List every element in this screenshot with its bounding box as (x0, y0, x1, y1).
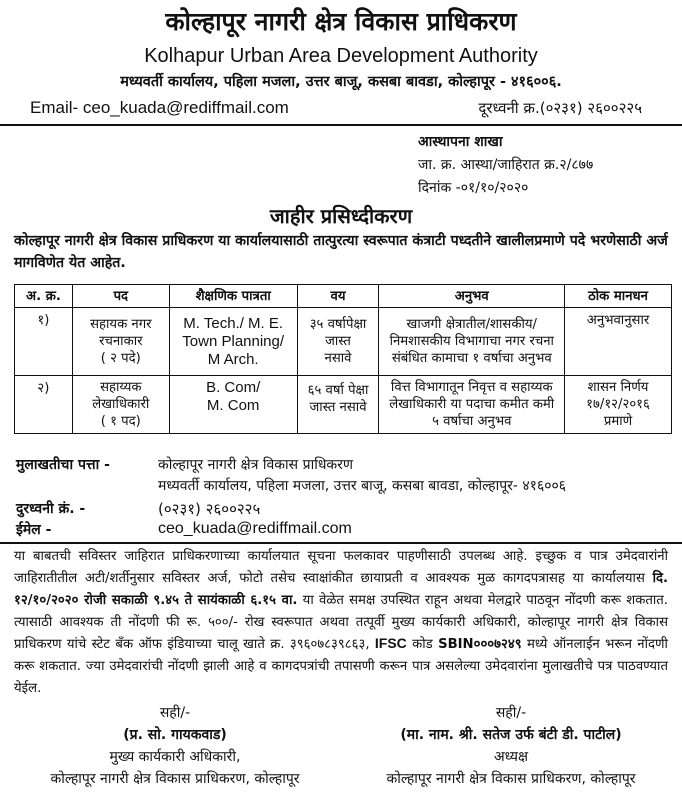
signatory-name: (प्र. सो. गायकवाड) (123, 727, 227, 743)
qualification-line: B. Com/ (206, 379, 261, 396)
reference-block (418, 131, 593, 200)
signatory-office: कोल्हापूर नागरी क्षेत्र विकास प्राधिकरण, कोल्हापूर (50, 771, 300, 787)
authority-title-marathi: कोल्हापूर नागरी क्षेत्र विकास प्राधिकरण (165, 7, 517, 36)
interview-address-line: मध्यवर्ती कार्यालय, पहिला मजला, उत्तर बाजू, कसबा बावडा, कोल्हापूर- ४१६००६ (158, 478, 567, 494)
office-address: मध्यवर्ती कार्यालय, पहिला मजला, उत्तर बाजू, कसबा बावडा, कोल्हापूर - ४१६००६. (120, 74, 562, 90)
cell-pay (565, 376, 672, 434)
email-label: ईमेल - (16, 522, 52, 538)
signature-mark: सही/- (159, 705, 191, 721)
col-header-experience: अनुभव (379, 285, 565, 308)
experience-line: निमशासकीय विभागाचा नगर रचना (389, 334, 554, 349)
pay-line: प्रमाणे (603, 414, 633, 429)
age-line: ६५ वर्षा पेक्षा (307, 383, 369, 398)
registration-window: दि. १२/१०/२०२० रोजी सकाळी ९.४५ ते सायंकाळी ६.१५ वा. (14, 571, 668, 608)
paragraph-text: मध्ये ऑनलाईन भरून नोंदणी करू शकतात. ज्या उमेदवारांची नोंदणी झाली आहे व कागदपत्रांची तपासणी करून पात्र असलेल्या उमेदवारांना मुलाखतीचे पत्र पाठवण्यात येईल. (14, 637, 668, 696)
signatory-name: (मा. नाम. श्री. सतेज उर्फ बंटी डी. पाटील) (400, 727, 622, 743)
cell-sr: २) (15, 376, 73, 434)
age-line: जास्त (325, 334, 351, 349)
cell-pay (565, 308, 672, 376)
interview-address-label: मुलाखतीचा पत्ता - (16, 457, 110, 473)
col-header-sr: अ. क्र. (15, 285, 73, 308)
cell-age (297, 308, 379, 376)
experience-line: ५ वर्षाचा अनुभव (432, 414, 512, 429)
signature-ceo (10, 702, 340, 790)
section-name: आस्थापना शाखा (418, 134, 503, 150)
header-divider (0, 124, 682, 126)
experience-line: लेखाधिकारी या पदाचा कमीत कमी (389, 397, 555, 412)
signatory-designation: अध्यक्ष (493, 749, 529, 765)
signature-mark: सही/- (495, 705, 527, 721)
cell-experience (379, 308, 565, 376)
col-header-age: वय (297, 285, 379, 308)
col-header-post: पद (72, 285, 169, 308)
qualification-line: Town Planning/ (182, 332, 285, 350)
cell-post (72, 308, 169, 376)
post-line: सहायक नगर (90, 317, 152, 332)
age-line: नसावे (324, 351, 352, 366)
cell-qualification (169, 376, 297, 434)
phone-label: दुरध्वनी क्रं. - (16, 501, 86, 517)
post-line: सहाय्यक (100, 380, 142, 395)
header-email: Email- ceo_kuada@rediffmail.com (30, 98, 289, 117)
age-line: जास्त नसावे (309, 400, 367, 415)
pay-line: १७/१२/२०१६ (586, 397, 650, 412)
paragraph-text: कोड (412, 637, 433, 652)
notice-title: जाहीर प्रसिध्दीकरण (269, 204, 413, 228)
ifsc-code: SBIN०००७२४९ (438, 637, 522, 652)
cell-qualification (169, 308, 297, 376)
details-paragraph (14, 546, 668, 700)
interview-address-line: कोल्हापूर नागरी क्षेत्र विकास प्राधिकरण (158, 457, 354, 473)
notice-intro: कोल्हापूर नागरी क्षेत्र विकास प्राधिकरण या कार्यालयासाठी तात्पुरत्या स्वरूपात कंत्राटी पध्दतीने खालीलप्रमाणे पदे भरणेसाठी अर्ज मागविणेत येत आहेत. (14, 233, 668, 271)
posts-table (14, 284, 672, 434)
qualification-line: M Arch. (207, 350, 259, 368)
signatory-office: कोल्हापूर नागरी क्षेत्र विकास प्राधिकरण, कोल्हापूर (386, 771, 636, 787)
email-value: ceo_kuada@rediffmail.com (158, 520, 352, 537)
header-phone: दूरध्वनी क्र.(०२३१) २६००२२५ (478, 99, 642, 117)
table-row (15, 376, 672, 434)
table-header-row (15, 285, 672, 308)
post-line: लेखाधिकारी (92, 397, 150, 412)
contact-divider (0, 542, 682, 544)
reference-date: दिनांक -०१/१०/२०२० (418, 180, 529, 196)
post-line: रचनाकार (99, 334, 143, 349)
paragraph-text: या वेळेत समक्ष उपस्थित राहून अथवा मेलद्वारे पाठवून नोंदणी करू शकतात. त्यासाठी आवश्यक ती नोंदणी फी रू. ५००/- रोख स्वरूपात अथवा तत्पूर्वी मुख्य कार्यकारी अधिकारी, कोल्हापूर नागरी क्षेत्र विकास प्राधिकरण यांचे स्टेट बँक ऑफ इंडियाच्या चालू खाते क्र. ३९६०७८३९८६३, (14, 593, 669, 652)
ifsc-label: IFSC (374, 635, 407, 651)
post-line: ( १ पद) (100, 414, 141, 429)
col-header-pay: ठोक मानधन (565, 285, 672, 308)
reference-number: जा. क्र. आस्था/जाहिरात क्र.२/८७७ (418, 157, 594, 173)
signatory-designation: मुख्य कार्यकारी अधिकारी, (109, 749, 241, 765)
pay-line: अनुभवानुसार (586, 313, 650, 328)
qualification-line: M. Com (206, 397, 260, 414)
col-header-qualification: शैक्षणिक पात्रता (169, 285, 297, 308)
authority-title-english: Kolhapur Urban Area Development Authority (144, 45, 538, 67)
cell-post (72, 376, 169, 434)
experience-line: संबंधित कामाचा १ वर्षाचा अनुभव (391, 351, 552, 366)
experience-line: खाजगी क्षेत्रातील/शासकीय/ (406, 317, 537, 332)
paragraph-text: या बाबतची सविस्तर जाहिरात प्राधिकरणाच्या कार्यालयात सूचना फलकावर पाहणीसाठी उपलब्ध आहे. इच्छुक व पात्र उमेदवारांनी जाहिरातीतील अटी/शर्तीनुसार सविस्तर अर्ज, फोटो तसेच स्वाक्षांकीत छायाप्रती व आवश्यक मुळ कागदपत्रासह या कार्यालयास (14, 549, 668, 586)
table-row (15, 308, 672, 376)
post-line: ( २ पदे) (100, 351, 141, 366)
pay-line: शासन निर्णय (587, 380, 649, 395)
cell-experience (379, 376, 565, 434)
signature-chairman (348, 702, 674, 790)
qualification-line: M. Tech./ M. E. (183, 314, 284, 332)
experience-line: वित्त विभागातून निवृत्त व सहाय्यक (390, 380, 553, 395)
cell-sr: १) (15, 308, 73, 376)
phone-value: (०२३१) २६००२२५ (158, 500, 261, 518)
age-line: ३५ वर्षापेक्षा (309, 317, 367, 332)
cell-age (297, 376, 379, 434)
